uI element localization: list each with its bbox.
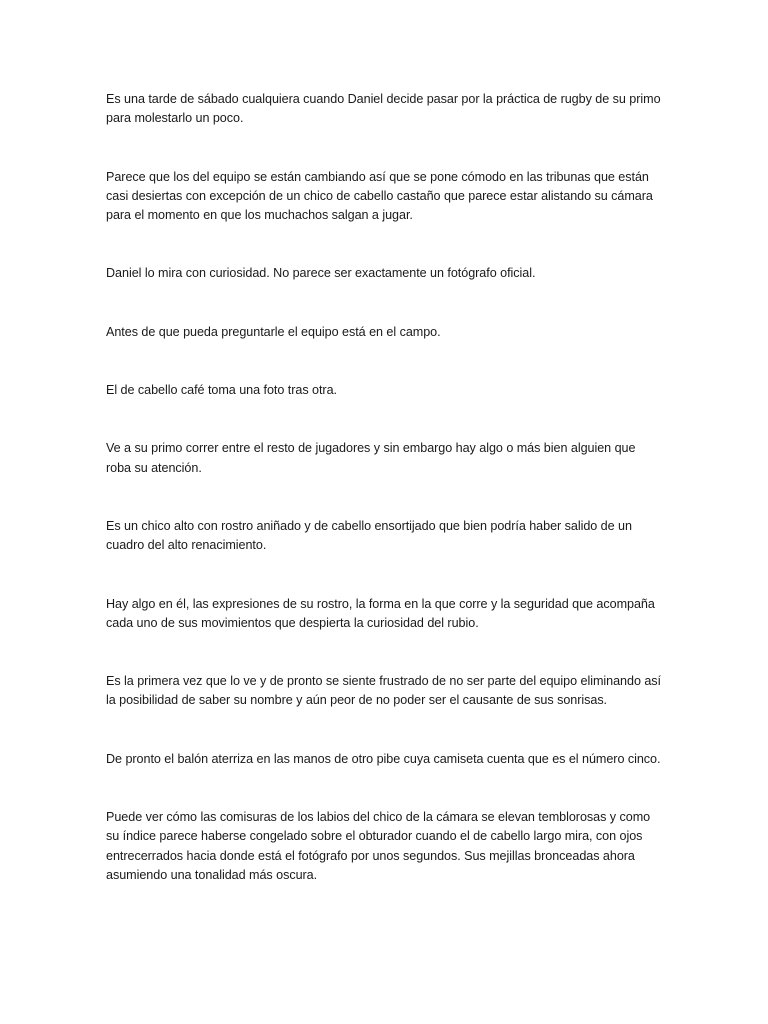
paragraph-8: Hay algo en él, las expresiones de su rostro, la forma en la que corre y la seguridad que acompaña cada uno de sus movimientos que despierta la curiosidad del rubio.	[106, 596, 655, 630]
paragraph-10: De pronto el balón aterriza en las manos de otro pibe cuya camiseta cuenta que es el número cinco.	[106, 751, 661, 766]
paragraph-4: Antes de que pueda preguntarle el equipo está en el campo.	[106, 324, 441, 339]
paragraph-2: Parece que los del equipo se están cambiando así que se pone cómodo en las tribunas que están casi desiertas con excepción de un chico de cabello castaño que parece estar alistando su cámara para el momento en que los muchachos salgan a jugar.	[106, 169, 653, 223]
paragraph-3: Daniel lo mira con curiosidad. No parece ser exactamente un fotógrafo oficial.	[106, 266, 536, 281]
paragraph-1: Es una tarde de sábado cualquiera cuando Daniel decide pasar por la práctica de rugby de su primo para molestarlo un poco.	[106, 92, 661, 126]
paragraph-11: Puede ver cómo las comisuras de los labios del chico de la cámara se elevan temblorosas y como su índice parece haberse congelado sobre el obturador cuando el de cabello largo mira, con ojos entrecerrados hacia donde está el fotógrafo por unos segundos. Sus mejillas bronceadas ahora asumiendo una tonalidad más oscura.	[106, 810, 651, 882]
paragraph-6: Ve a su primo correr entre el resto de jugadores y sin embargo hay algo o más bien alguien que roba su atención.	[106, 441, 636, 475]
paragraph-7: Es un chico alto con rostro aniñado y de cabello ensortijado que bien podría haber salido de un cuadro del alto renacimiento.	[106, 518, 632, 553]
paragraph-9: Es la primera vez que lo ve y de pronto se siente frustrado de no ser parte del equipo eliminando así la posibilidad de saber su nombre y aún peor de no poder ser el causante de sus sonrisas.	[106, 674, 661, 708]
document-body	[106, 90, 662, 885]
paragraph-5: El de cabello café toma una foto tras otra.	[106, 383, 337, 398]
